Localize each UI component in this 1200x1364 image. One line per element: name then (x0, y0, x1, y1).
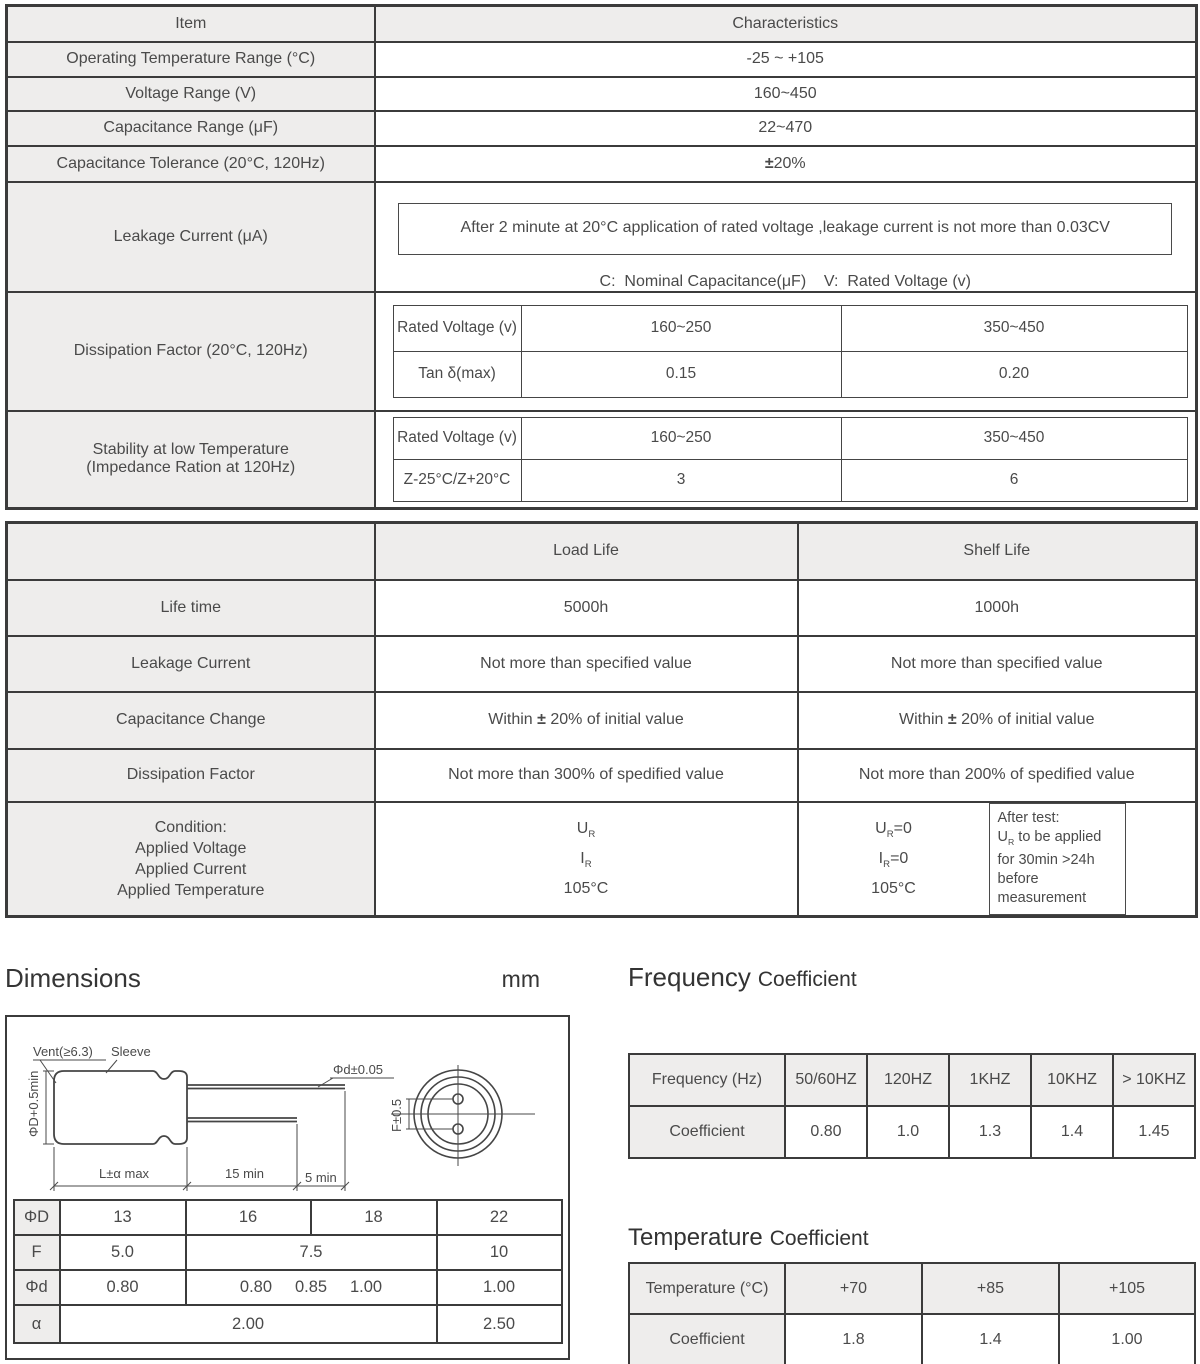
dim-value: 0.80 0.85 1.00 (186, 1270, 437, 1305)
dim-value: 7.5 (186, 1235, 437, 1270)
row-label: Capacitance Change (7, 692, 375, 749)
condition-line: Applied Current (135, 860, 247, 878)
after-test-line: before (997, 871, 1039, 888)
empty-corner (7, 523, 375, 580)
lead-min-label: 15 min (225, 1166, 265, 1181)
row-label: Voltage Range (V) (7, 77, 375, 111)
tip-min-label: 5 min (305, 1170, 337, 1185)
condition-load-values (375, 802, 798, 917)
table-row (393, 305, 1187, 351)
table-row (7, 692, 1197, 749)
freq-coef-value: 0.80 (785, 1106, 867, 1158)
row-label (7, 411, 375, 509)
leakage-cell (375, 182, 1197, 292)
temp-coef-label: Coefficient (629, 1314, 785, 1364)
dim-row-label: ΦD (14, 1200, 60, 1235)
text: to be applied (1014, 828, 1102, 845)
freq-header: 10KHZ (1031, 1054, 1113, 1106)
table-row (393, 459, 1187, 501)
dim-value: 1.00 (437, 1270, 562, 1305)
after-test-line: for 30min >24h (997, 852, 1095, 869)
after-test-line: After test: (997, 809, 1060, 826)
dimensions-header (5, 963, 570, 994)
title-word: Frequency (628, 962, 751, 992)
title-word: Temperature (628, 1224, 763, 1251)
characteristics-table (5, 4, 1198, 510)
pitch-label: F±0.5 (389, 1098, 404, 1132)
text: Within (488, 711, 538, 728)
title-word: Coefficient (769, 1227, 869, 1250)
table-row (7, 749, 1197, 802)
subscript: R (883, 859, 891, 871)
sleeve-label: Sleeve (111, 1044, 151, 1059)
freq-coef-value: 1.3 (949, 1106, 1031, 1158)
dimensions-unit: mm (501, 966, 540, 992)
table-row (393, 351, 1187, 397)
condition-shelf-values (798, 802, 1197, 917)
text: 20% of initial value (545, 711, 684, 728)
header-item: Item (7, 6, 375, 42)
dim-row-label: α (14, 1305, 60, 1343)
table-row (7, 146, 1197, 182)
dimensions-box (5, 1015, 570, 1360)
dim-value: 22 (437, 1200, 562, 1235)
temp-coef-value: 1.8 (785, 1314, 922, 1364)
after-test-box (989, 803, 1126, 916)
after-test-line (998, 828, 1118, 852)
table-row (7, 6, 1197, 42)
row-value: Not more than 200% of spedified value (798, 749, 1197, 802)
temp-line: 105°C (871, 880, 916, 898)
condition-line: Applied Temperature (117, 881, 265, 899)
dim-value: 2.50 (437, 1305, 562, 1343)
leakage-formula-box: After 2 minute at 20°C application of rated voltage ,leakage current is not more than 0.03CV (398, 203, 1172, 255)
stability-subtable (393, 417, 1188, 502)
sub-value: 0.20 (841, 351, 1187, 397)
sub-label: Z-25°C/Z+20°C (393, 459, 521, 501)
freq-header: 50/60HZ (785, 1054, 867, 1106)
table-row (7, 42, 1197, 77)
subscript: R (886, 828, 894, 840)
dim-value: 16 (186, 1200, 311, 1235)
stability-label-line1: Stability at low Temperature (92, 441, 289, 458)
row-value: 22~470 (375, 111, 1197, 146)
temp-coef-value: 1.00 (1059, 1314, 1195, 1364)
table-row (7, 292, 1197, 411)
dimensions-title: Dimensions (5, 963, 141, 993)
text: Within (898, 711, 948, 728)
shelf-condition-stack (799, 817, 989, 901)
text: =0 (890, 849, 909, 867)
freq-coef-value: 1.45 (1113, 1106, 1195, 1158)
life-table (5, 521, 1198, 918)
text: I (580, 849, 585, 867)
ir-line (376, 847, 797, 877)
condition-line: Applied Voltage (135, 839, 247, 857)
text: U (875, 819, 887, 837)
subscript: R (588, 828, 596, 840)
ur-line (376, 817, 797, 847)
dim-value: 13 (60, 1200, 186, 1235)
tolerance-value: 20% (773, 154, 806, 172)
temp-coef-value: 1.4 (922, 1314, 1059, 1364)
dim-value: 18 (311, 1200, 437, 1235)
frequency-coefficient-table (628, 1053, 1196, 1159)
plus-minus: ± (947, 711, 957, 728)
freq-coef-value: 1.0 (867, 1106, 949, 1158)
ir-line (799, 847, 989, 877)
row-label: Capacitance Tolerance (20°C, 120Hz) (7, 146, 375, 182)
text: =0 (893, 819, 912, 837)
dim-value: 10 (437, 1235, 562, 1270)
table-row (14, 1200, 562, 1235)
dim-value: 2.00 (60, 1305, 437, 1343)
dim-value: 5.0 (60, 1235, 186, 1270)
condition-line: Condition: (154, 818, 227, 836)
table-row (14, 1270, 562, 1305)
row-value: 160~450 (375, 77, 1197, 111)
row-value (798, 692, 1197, 749)
table-row (7, 523, 1197, 580)
header-load-life: Load Life (375, 523, 798, 580)
subscript: R (584, 859, 592, 871)
row-label: Leakage Current (μA) (7, 182, 375, 292)
table-row (7, 802, 1197, 917)
freq-header: 1KHZ (949, 1054, 1031, 1106)
temp-line: 105°C (563, 880, 609, 898)
row-label: Leakage Current (7, 636, 375, 692)
row-value: 1000h (798, 580, 1197, 636)
stability-cell (375, 411, 1197, 509)
title-word: Coefficient (757, 968, 857, 991)
temp-header: +105 (1059, 1263, 1195, 1314)
sub-label: Tan δ(max) (393, 351, 521, 397)
temperature-coefficient-title (628, 1224, 869, 1252)
load-condition-stack (376, 817, 797, 901)
text: U (576, 819, 589, 837)
table-row (629, 1263, 1195, 1314)
table-row (7, 580, 1197, 636)
row-value: Not more than specified value (375, 636, 798, 692)
ur-line (799, 817, 989, 847)
capacitor-drawing (7, 1019, 564, 1197)
freq-header: Frequency (Hz) (629, 1054, 785, 1106)
table-row (7, 182, 1197, 292)
temp-header: +70 (785, 1263, 922, 1314)
row-label: Operating Temperature Range (°C) (7, 42, 375, 77)
freq-coef-label: Coefficient (629, 1106, 785, 1158)
row-label: Capacitance Range (μF) (7, 111, 375, 146)
header-shelf-life: Shelf Life (798, 523, 1197, 580)
after-test-line: measurement (997, 890, 1087, 907)
table-row (14, 1235, 562, 1270)
table-row (7, 111, 1197, 146)
freq-coef-value: 1.4 (1031, 1106, 1113, 1158)
vent-label: Vent(≥6.3) (33, 1044, 93, 1059)
text: 20% of initial value (956, 711, 1095, 728)
sub-value: 3 (521, 459, 841, 501)
row-value: -25 ~ +105 (375, 42, 1197, 77)
temp-header: +85 (922, 1263, 1059, 1314)
dimensions-table (13, 1199, 563, 1344)
row-value: Not more than 300% of spedified value (375, 749, 798, 802)
freq-header: > 10KHZ (1113, 1054, 1195, 1106)
capacitor-body (54, 1071, 187, 1144)
dim-value: 0.80 (60, 1270, 186, 1305)
table-row (7, 77, 1197, 111)
row-label: Dissipation Factor (7, 749, 375, 802)
body-diameter-label: ΦD+0.5min (26, 1070, 41, 1137)
body-length-label: L±α max (99, 1166, 150, 1181)
lead-diameter-label: Φd±0.05 (333, 1062, 384, 1077)
table-row (14, 1305, 562, 1343)
plus-minus: ± (764, 154, 774, 172)
row-label: Life time (7, 580, 375, 636)
freq-header: 120HZ (867, 1054, 949, 1106)
dissipation-cell (375, 292, 1197, 411)
header-characteristics: Characteristics (375, 6, 1197, 42)
temp-header: Temperature (°C) (629, 1263, 785, 1314)
sub-value: 350~450 (841, 417, 1187, 459)
text: I (878, 849, 884, 867)
plus-minus: ± (537, 711, 546, 728)
row-value (375, 692, 798, 749)
row-label: Dissipation Factor (20°C, 120Hz) (7, 292, 375, 411)
sub-value: 160~250 (521, 417, 841, 459)
dim-row-label: F (14, 1235, 60, 1270)
table-row (629, 1054, 1195, 1106)
condition-label (7, 802, 375, 917)
dissipation-subtable (393, 305, 1188, 398)
sub-label: Rated Voltage (v) (393, 417, 521, 459)
frequency-coefficient-title (628, 962, 857, 993)
sub-value: 160~250 (521, 305, 841, 351)
sub-value: 0.15 (521, 351, 841, 397)
sub-label: Rated Voltage (v) (393, 305, 521, 351)
table-row (629, 1106, 1195, 1158)
stability-label-line2: (Impedance Ration at 120Hz) (86, 459, 296, 476)
leakage-note: C: Nominal Capacitance(μF) V: Rated Voltage (v) (599, 272, 971, 290)
sub-value: 6 (841, 459, 1187, 501)
text: U (997, 828, 1008, 845)
row-value (375, 146, 1197, 182)
row-value: Not more than specified value (798, 636, 1197, 692)
subscript: R (1007, 836, 1015, 847)
table-row (7, 411, 1197, 509)
shelf-condition-layout (799, 803, 1196, 916)
table-row (393, 417, 1187, 459)
row-value: 5000h (375, 580, 798, 636)
dim-row-label: Φd (14, 1270, 60, 1305)
sub-value: 350~450 (841, 305, 1187, 351)
table-row (7, 636, 1197, 692)
temperature-coefficient-table (628, 1262, 1196, 1364)
table-row (629, 1314, 1195, 1364)
